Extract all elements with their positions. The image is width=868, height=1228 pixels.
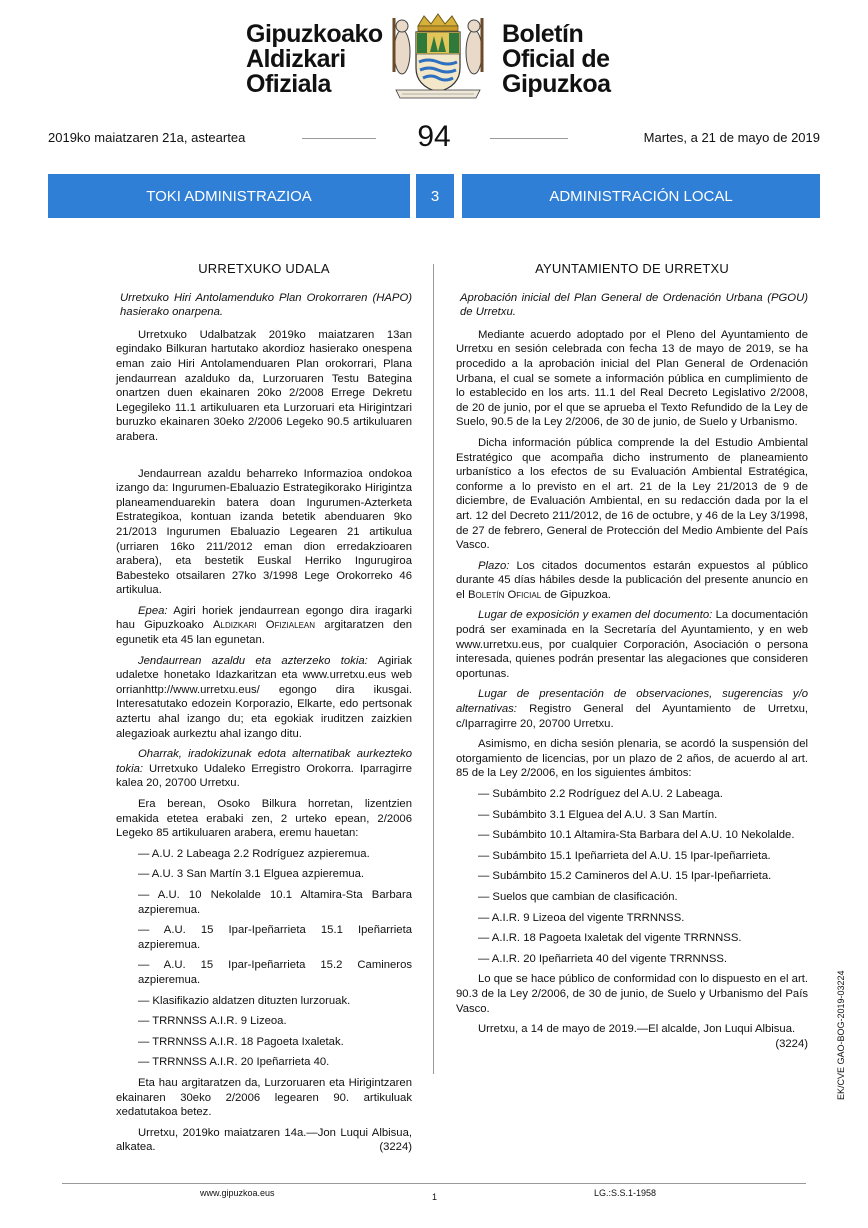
paragraph [116, 747, 412, 791]
paragraph-text: Agiriak udaletxe honetako Idazkaritzan eta www.urretxu.eus web orrianhttp://www.urretxu.eus/ egongo dira ikusgai. Interesatutako edozein Korporazio, Elkarte, edo pertsonak aztertu ahal izango du; eta egokiak iruditzen zaizkien alegazioak aurkeztu ahal izango ditu. [116, 654, 412, 740]
paragraph: Mediante acuerdo adoptado por el Pleno del Ayuntamiento de Urretxu en sesión celebrada con fecha 13 de mayo de 2019, se ha procedido a la aprobación inicial del Plan General de Ordenación Urbana, el cual se somete a información pública en cumplimiento de lo establecido en los arts. 11.1 del Real Decreto Legislativo 2/2008, de 20 de junio, por el que se aprueba el Texto Refundido de la Ley de Suelo, 90.5 de la Ley 2/2006, de 30 de junio, de Suelo y Urbanismo. [456, 328, 808, 429]
dateline-rule [490, 138, 568, 139]
masthead-line: Ofiziala [246, 70, 331, 98]
paragraph-label: Epea: [138, 604, 168, 617]
paragraph-label: Oharrak, iradokizunak edota alternatibak aurkezteko tokia: [116, 748, 412, 775]
list-item: — Subámbito 10.1 Altamira-Sta Barbara del A.U. 10 Nekolalde. [478, 829, 795, 842]
paragraph-text: Los citados documentos estarán expuestos al público durante 45 días hábiles desde la publicación del presente anuncio en el [456, 559, 809, 601]
list-item: — Subámbito 3.1 Elguea del A.U. 3 San Martín. [478, 808, 718, 821]
date-spanish: Martes, a 21 de mayo de 2019 [643, 130, 820, 145]
announcement-reference: (3224) [379, 1141, 412, 1154]
signature [456, 1022, 808, 1050]
gipuzkoa-coat-of-arms-icon [388, 12, 488, 104]
paragraph-smallcaps: Boletín Oficial [467, 588, 542, 601]
legal-deposit: LG.:S.S.1-1958 [594, 1188, 657, 1198]
paragraph: Urretxuko Udalbatzak 2019ko maiatzaren 13an egindako Bilkuran hartutako akordioz hasierako onespena eman zaio Hiri Antolamenduaren Plan orokorrari, Plana jendaurrean azalduko da, Lurzoruaren Testu Bategina onartzen duen ekainaren 20ko 2/2008 Errege Dekretu Legegileko 11.1 artikuluaren eta Lurzoruari eta Hirigintzari buruzko ekainaren 30eko 2/2006 Legeko 90.5 artikuluaren arabera. [116, 328, 412, 443]
masthead-line: Gipuzkoa [502, 70, 611, 98]
masthead-line: Oficial de [502, 45, 610, 73]
announcement-reference: (3224) [775, 1037, 808, 1050]
list-item: — Subámbito 2.2 Rodríguez del A.U. 2 Labeaga. [478, 788, 723, 800]
list-item: — Suelos que cambian de clasificación. [478, 890, 678, 903]
column-divider [433, 264, 434, 1074]
list-item: — A.I.R. 9 Lizeoa del vigente TRRNNSS. [478, 911, 685, 924]
column-heading: URRETXUKO UDALA [198, 261, 330, 276]
section-label: TOKI ADMINISTRAZIOA [146, 187, 312, 205]
masthead [0, 12, 868, 104]
section-bar-spanish [462, 174, 820, 218]
dateline-rule [302, 138, 376, 139]
section-label: ADMINISTRACIÓN LOCAL [549, 187, 733, 205]
footer-rule [62, 1183, 806, 1184]
paragraph-smallcaps: Aldizkari Ofizialean [213, 619, 316, 632]
paragraph-label: Plazo: [478, 559, 510, 572]
list-item: — A.U. 2 Labeaga 2.2 Rodríguez azpieremua. [138, 847, 370, 860]
paragraph: Eta hau argitaratzen da, Lurzoruaren eta Hirigintzaren ekainaren 30eko 2/2006 legearen 90. artikuluak xedatutakoa betez. [116, 1076, 412, 1119]
column-spanish [456, 262, 808, 1051]
column-basque [116, 262, 412, 1161]
paragraph-label: Lugar de exposición y examen del documento: [478, 609, 713, 622]
section-number-box [416, 174, 454, 218]
paragraph [456, 687, 808, 731]
paragraph: Era berean, Osoko Bilkura horretan, lizentzien emakida etetea erabaki zen, 2 urteko epean, 2/2006 Legeko 85 artikuluaren arabera, eremu hauetan: [116, 798, 412, 840]
document-code: EK/CVE GAO-BOG-2019-03224 [836, 970, 846, 1100]
list-item: — TRRNNSS A.I.R. 20 Ipeñarrieta 40. [138, 1056, 330, 1069]
date-basque: 2019ko maiatzaren 21a, asteartea [48, 130, 246, 145]
announcement-subtitle: Urretxuko Hiri Antolamenduko Plan Orokorraren (HAPO) hasierako onarpena. [120, 291, 412, 319]
signature-text: Urretxu, 2019ko maiatzaren 14a.—Jon Luqui Albisua, alkatea. [116, 1126, 412, 1154]
masthead-title-basque [246, 22, 383, 97]
list-item: — A.I.R. 18 Pagoeta Ixaletak del vigente TRRNNSS. [478, 932, 742, 945]
list-item: — A.U. 15 Ipar-Ipeñarrieta 15.1 Ipeñarrieta azpieremua. [138, 924, 412, 951]
masthead-line: Aldizkari [246, 45, 346, 73]
issue-number: 94 [417, 120, 451, 153]
paragraph-label: Lugar de presentación de observaciones, sugerencias y/o alternativas: [456, 688, 808, 716]
paragraph [116, 604, 412, 648]
list-item: — Subámbito 15.1 Ipeñarrieta del A.U. 15 Ipar-Ipeñarrieta. [478, 849, 771, 862]
paragraph-text: La documentación podrá ser examinada en la Secretaría del Ayuntamiento, y en web www.urretxu.eus, por cualquier Corporación, Asociación o persona interesada, quienes podrán presentar las alegaciones que consideren oportunas. [456, 609, 808, 680]
list-item: — A.U. 3 San Martín 3.1 Elguea azpieremua. [138, 868, 365, 881]
footer-website-link[interactable]: www.gipuzkoa.eus [200, 1188, 275, 1198]
paragraph: Asimismo, en dicha sesión plenaria, se acordó la suspensión del otorgamiento de licencias, por un plazo de 2 años, de acuerdo al art. 85 de la Ley 2/2006, en los siguientes ámbitos: [456, 738, 808, 780]
list-item: — A.U. 10 Nekolalde 10.1 Altamira-Sta Barbara azpieremua. [138, 888, 412, 916]
masthead-title-spanish [502, 22, 611, 97]
dateline [0, 120, 868, 156]
page-number: 1 [432, 1192, 438, 1202]
paragraph [456, 608, 808, 681]
section-bar-basque [48, 174, 410, 218]
section-number: 3 [430, 187, 440, 205]
paragraph: Lo que se hace público de conformidad con lo dispuesto en el art. 90.3 de la Ley 2/2006, de 30 de junio, de Suelo y Urbanismo del País Vasco. [456, 973, 808, 1015]
list-item: — TRRNNSS A.I.R. 9 Lizeoa. [138, 1015, 287, 1028]
paragraph-label: Jendaurrean azaldu eta azterzeko tokia: [138, 654, 368, 667]
paragraph [456, 559, 808, 603]
signature-text: Urretxu, a 14 de mayo de 2019.—El alcalde, Jon Luqui Albisua. [478, 1023, 796, 1036]
paragraph-text: Registro General del Ayuntamiento de Urretxu, c/Iparragirre 20, 20700 Urretxu. [456, 703, 809, 730]
masthead-line: Gipuzkoako [246, 20, 383, 48]
masthead-line: Boletín [502, 20, 584, 48]
list-item: — TRRNNSS A.I.R. 18 Pagoeta Ixaletak. [138, 1035, 344, 1048]
list-item: — Klasifikazio aldatzen dituzten lurzoruak. [138, 994, 351, 1007]
announcement-subtitle: Aprobación inicial del Plan General de Ordenación Urbana (PGOU) de Urretxu. [460, 291, 808, 319]
paragraph-text: de Gipuzkoa. [544, 588, 611, 601]
signature [116, 1126, 412, 1155]
list-item: — A.I.R. 20 Ipeñarrieta 40 del vigente TRRNNSS. [478, 952, 728, 965]
paragraph [116, 654, 412, 742]
paragraph-text: Urretxuko Udaleko Erregistro Orokorra. Iparragirre kalea 20, 20700 Urretxu. [116, 762, 412, 790]
column-heading: AYUNTAMIENTO DE URRETXU [535, 261, 729, 276]
paragraph-text: Agiri horiek jendaurrean egongo dira iragarki hau Gipuzkoako [116, 604, 412, 632]
paragraph: Jendaurrean azaldu beharreko Informazioa ondokoa izango da: Ingurumen-Ebaluazio Estrategikorako Hirigintza planeamenduarekin batera doan Ingurumen-Azterketa Estrategikoa, kontuan izanda betetik abenduaren 9ko 21/2013 Ingurumen Ebaluazio Legearen 21 artikulua (urriaren 16ko 211/2012 eman dion erredakzioaren arabera), eta bestetik Euskal Herriko Ingurugiroa Babesteko otsailaren 27ko 3/1998 Lege Orokorreko 46 artikulua. [116, 467, 412, 597]
paragraph: Dicha información pública comprende la del Estudio Ambiental Estratégico que acompaña dicho instrumento de planeamiento urbanístico a los efectos de su Evaluación Ambiental Estratégica, conforme a lo previsto en el art. 21 de la Ley 21/2013 de 9 de diciembre, de Evaluación Ambiental, en su redacción dada por la el art. 12 del Decreto 211/2012, de 16 de octubre, y 46 de la Ley 3/1998, de 27 de febrero, General de Protección del Medio Ambiente del País Vasco. [456, 436, 808, 552]
paragraph-text: argitaratzen den egunetik eta 45 lan egunetan. [116, 619, 413, 647]
list-item: — Subámbito 15.2 Camineros del A.U. 15 Ipar-Ipeñarrieta. [478, 870, 772, 883]
list-item: — A.U. 15 Ipar-Ipeñarrieta 15.2 Camineros azpieremua. [138, 959, 412, 986]
